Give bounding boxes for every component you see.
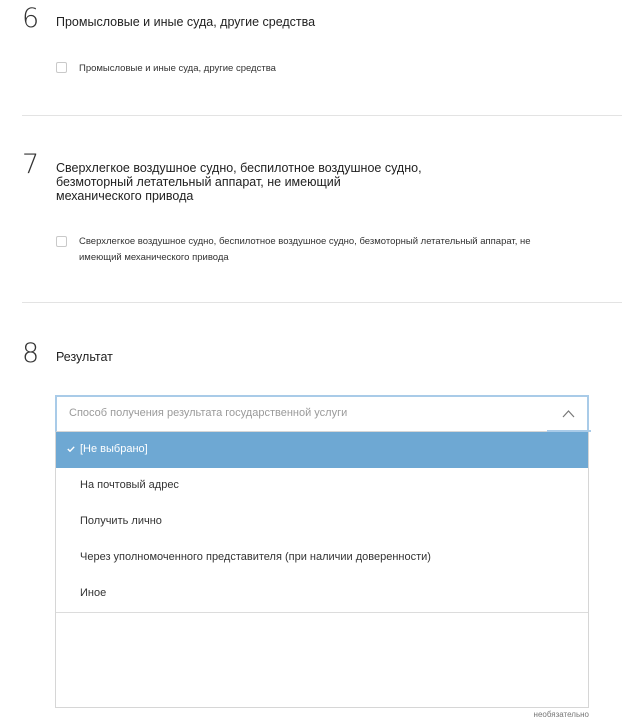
step-number-6: 6 xyxy=(22,3,40,34)
step-6-title: Промысловые и иные суда, другие средства xyxy=(56,15,316,29)
section-divider xyxy=(22,302,622,303)
step-number-7: 7 xyxy=(22,149,40,180)
result-method-dropdown xyxy=(55,432,589,708)
step-number-8: 8 xyxy=(22,338,40,369)
dropdown-option-label: Через уполномоченного представителя (при наличии доверенности) xyxy=(80,551,431,563)
checkbox-fishing-vessels-label[interactable]: Промысловые и иные суда, другие средства xyxy=(79,63,276,74)
result-method-placeholder: Способ получения результата государственной услуги xyxy=(69,407,348,419)
optional-hint: необязательно xyxy=(533,710,589,719)
dropdown-option-label: Получить лично xyxy=(80,515,162,527)
dropdown-option-postal-address[interactable] xyxy=(56,468,588,504)
checkmark-icon xyxy=(67,446,75,452)
checkbox-label-line: Сверхлегкое воздушное судно, беспилотное воздушное судно, безмоторный летательный аппарат, не xyxy=(79,236,531,247)
step-7-title-line: безмоторный летательный аппарат, не имеющий xyxy=(56,175,341,189)
dropdown-option-label: Иное xyxy=(80,587,107,599)
step-8-title: Результат xyxy=(56,350,113,364)
checkbox-label-line: имеющий механического привода xyxy=(79,252,229,263)
step-7-title-line: механического привода xyxy=(56,189,194,203)
dropdown-separator xyxy=(56,612,588,613)
dropdown-option-not-selected[interactable] xyxy=(56,432,588,468)
step-7-title xyxy=(56,161,422,203)
chevron-up-icon[interactable] xyxy=(562,409,575,418)
step-7-title-line: Сверхлегкое воздушное судно, беспилотное воздушное судно, xyxy=(56,161,422,175)
result-method-select[interactable] xyxy=(55,395,589,432)
dropdown-option-label: На почтовый адрес xyxy=(80,479,179,491)
dropdown-option-in-person[interactable] xyxy=(56,504,588,540)
dropdown-option-other[interactable] xyxy=(56,576,588,612)
dropdown-option-representative[interactable] xyxy=(56,540,588,576)
checkbox-ultralight-aircraft[interactable] xyxy=(56,236,67,247)
checkbox-fishing-vessels[interactable] xyxy=(56,62,67,73)
section-divider xyxy=(22,115,622,116)
dropdown-option-label: [Не выбрано] xyxy=(80,443,148,455)
checkbox-ultralight-aircraft-label[interactable] xyxy=(79,234,531,266)
